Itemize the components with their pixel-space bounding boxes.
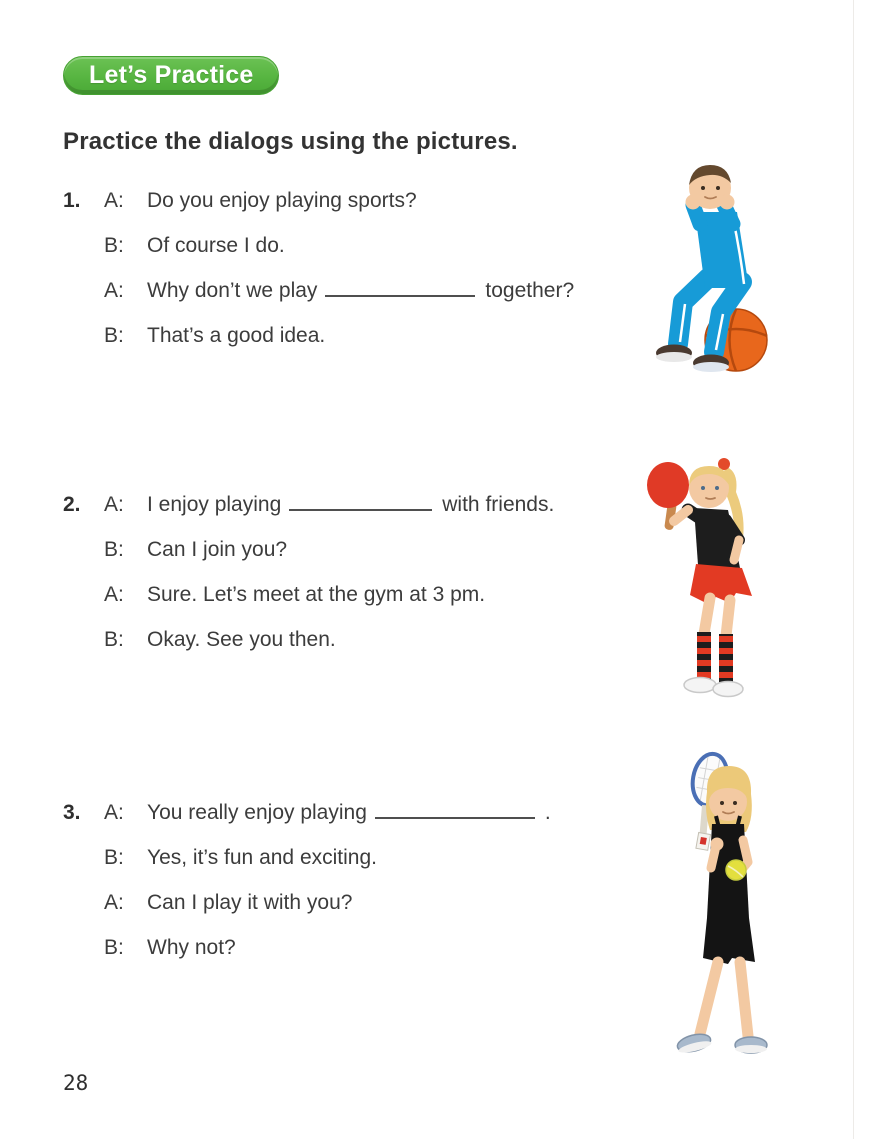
speaker-label: A: <box>104 493 124 516</box>
speaker-label: B: <box>104 538 124 561</box>
dialog-text: Do you enjoy playing sports? <box>147 189 417 212</box>
badge-label: Let’s Practice <box>89 61 254 89</box>
dialog-3 <box>63 790 648 970</box>
dialog-text: That’s a good idea. <box>147 324 326 347</box>
speaker-label: A: <box>104 801 124 824</box>
dialog-text <box>147 493 554 516</box>
dialog-line <box>63 790 648 835</box>
speaker-label: A: <box>104 189 124 212</box>
dialog-text <box>147 279 574 302</box>
page-number: 28 <box>63 1071 89 1095</box>
girl-figure <box>676 766 767 1055</box>
answer-blank[interactable] <box>375 793 535 819</box>
dialog-text-post: together? <box>485 279 575 302</box>
speaker-label: B: <box>104 628 124 651</box>
dialog-line <box>63 925 648 970</box>
dialog-text: Can I join you? <box>147 538 288 561</box>
answer-blank[interactable] <box>289 485 432 511</box>
dialog-line <box>63 178 648 223</box>
speaker-label: A: <box>104 279 124 302</box>
dialog-line <box>63 313 648 358</box>
speaker-label: A: <box>104 891 124 914</box>
dialog-line <box>63 572 648 617</box>
dialog-text: Yes, it’s fun and exciting. <box>147 846 377 869</box>
speaker-label: B: <box>104 234 124 257</box>
dialog-line <box>63 880 648 925</box>
instruction-title: Practice the dialogs using the pictures. <box>63 128 518 155</box>
dialog-text-post: . <box>544 801 551 824</box>
page-edge-line <box>853 0 854 1139</box>
dialog-line <box>63 482 648 527</box>
photo-boy-basketball <box>648 150 793 378</box>
dialog-number: 2. <box>63 493 81 516</box>
dialog-line <box>63 223 648 268</box>
speaker-label: B: <box>104 324 124 347</box>
speaker-label: A: <box>104 583 124 606</box>
dialog-text-pre: You really enjoy playing <box>147 801 367 824</box>
dialog-text: Can I play it with you? <box>147 891 353 914</box>
speaker-label: B: <box>104 936 124 959</box>
dialog-line <box>63 617 648 662</box>
dialog-text: Okay. See you then. <box>147 628 336 651</box>
dialog-text-pre: I enjoy playing <box>147 493 282 516</box>
photo-girl-table-tennis <box>638 438 778 710</box>
dialog-1 <box>63 178 648 358</box>
dialog-text: Of course I do. <box>147 234 285 257</box>
dialog-text <box>147 801 551 824</box>
dialog-text-post: with friends. <box>442 493 555 516</box>
speaker-label: B: <box>104 846 124 869</box>
dialog-2 <box>63 482 648 662</box>
dialog-number: 3. <box>63 801 81 824</box>
dialog-line <box>63 527 648 572</box>
photo-girl-tennis <box>648 750 788 1065</box>
dialog-number: 1. <box>63 189 81 212</box>
dialog-text: Why not? <box>147 936 236 959</box>
lets-practice-badge <box>63 56 279 95</box>
answer-blank[interactable] <box>325 271 475 297</box>
dialog-line <box>63 268 648 313</box>
dialog-text-pre: Why don’t we play <box>147 279 318 302</box>
dialog-line <box>63 835 648 880</box>
dialog-text: Sure. Let’s meet at the gym at 3 pm. <box>147 583 486 606</box>
